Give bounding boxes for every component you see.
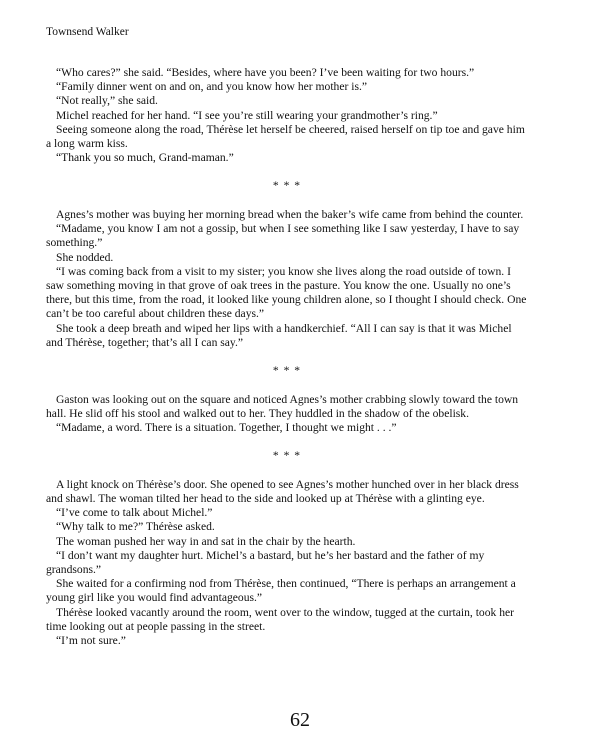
paragraph: “I was coming back from a visit to my sister; you know she lives along the road outside of town. I saw something moving in that grove of oak trees in the pasture. You know the one. Usually no one’s there, but this time, from the road, it looked like young children alone, so I thought I should check. One can’t be too careful about children these days.” [46,264,527,321]
paragraph: She nodded. [56,250,114,264]
section-break: * * * [272,364,302,378]
section-break: * * * [272,179,302,193]
paragraph: Gaston was looking out on the square and noticed Agnes’s mother crabbing slowly toward the town hall. He slid off his stool and walked out to her. They huddled in the shadow of the obelisk. [46,392,519,420]
paragraph: She took a deep breath and wiped her lips with a handkerchief. “All I can say is that it was Michel and Thérèse, together; that’s all I can say.” [46,321,512,349]
paragraph: Michel reached for her hand. “I see you’re still wearing your grandmother’s ring.” [56,108,438,122]
paragraph: “Madame, you know I am not a gossip, but when I see something like I saw yesterday, I have to say something.” [46,222,520,250]
paragraph: “Not really,” she said. [56,94,158,108]
paragraph: Seeing someone along the road, Thérèse let herself be cheered, raised herself on tip toe and gave him a long warm kiss. [46,122,525,151]
paragraph: Thérèse looked vacantly around the room, went over to the window, tugged at the curtain, took her time looking out at people passing in the street. [46,605,515,633]
paragraph: “Why talk to me?” Thérèse asked. [56,520,215,534]
paragraph: “Family dinner went on and on, and you know how her mother is.” [56,80,368,94]
paragraph: The woman pushed her way in and sat in the chair by the hearth. [56,534,356,548]
paragraph: “Madame, a word. There is a situation. Together, I thought we might . . .” [56,421,397,435]
paragraph: Agnes’s mother was buying her morning bread when the baker’s wife came from behind the counter. [56,208,524,222]
page-number: 62 [290,709,310,731]
running-header: Townsend Walker [46,26,129,38]
paragraph: “Who cares?” she said. “Besides, where have you been? I’ve been waiting for two hours.” [56,66,475,79]
section-break: * * * [272,449,302,463]
paragraph: She waited for a confirming nod from Thérèse, then continued, “There is perhaps an arrangement a young girl like you would find advantageous.” [46,577,516,605]
body-text [46,66,528,648]
paragraph: “I don’t want my daughter hurt. Michel’s a bastard, but he’s her bastard and the father of my grandsons.” [46,548,485,577]
paragraph: “I’ve come to talk about Michel.” [56,506,213,520]
paragraph: “Thank you so much, Grand-maman.” [56,151,234,165]
paragraph: “I’m not sure.” [56,634,126,648]
paragraph: A light knock on Thérèse’s door. She opened to see Agnes’s mother hunched over in her black dress and shawl. The woman tilted her head to the side and looked up at Thérèse with a glinting eye. [46,477,519,506]
